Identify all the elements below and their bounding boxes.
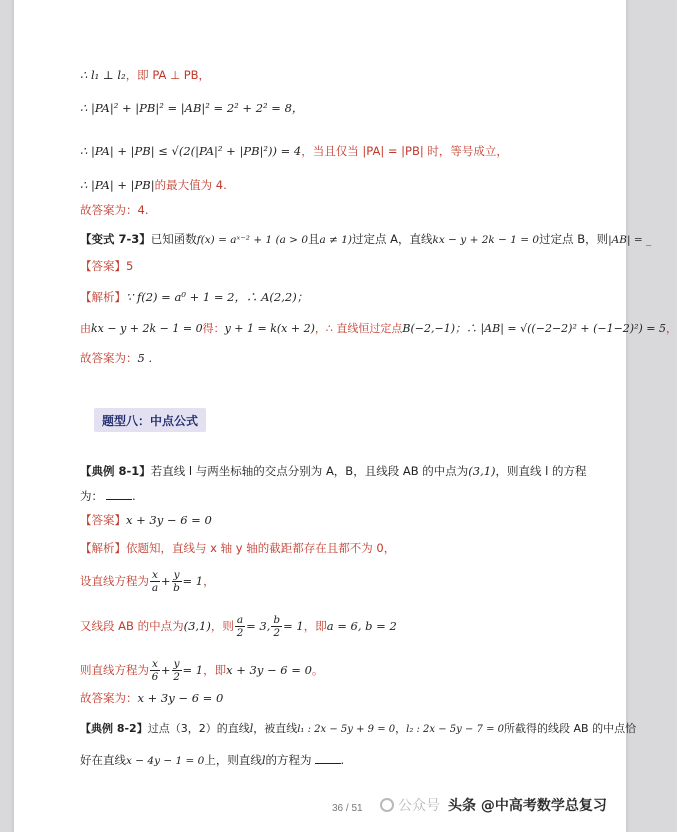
- mid-text-2: ，则: [210, 619, 234, 633]
- then-text: 则直线方程为: [80, 663, 149, 677]
- q-text-3: 过定点 A，直线: [352, 232, 433, 246]
- line-inequality: [80, 143, 508, 159]
- set-text: 设直线方程为: [80, 574, 149, 588]
- final-value: 5 .: [137, 351, 153, 365]
- q-math-condition: a ≠ 1): [319, 234, 353, 246]
- analysis-text: 依题知，直线与 x 轴 y 轴的截距都存在且都不为 0，: [126, 541, 396, 555]
- line-answer-4: 故答案为：4.: [80, 203, 149, 217]
- text-equality-condition: ，当且仅当 |PA| = |PB| 时，等号成立，: [301, 144, 508, 158]
- q-math-midpoint: (3,1): [468, 464, 496, 478]
- q-math-l-2: l: [261, 753, 266, 767]
- example-8-1-question-cont: [80, 488, 136, 504]
- line-equation-line: 则直线方程为 $\frac{x}{6}$ + $\frac{y}{2}$ = 1，即x + 3y − 6 = 0。: [80, 658, 324, 683]
- q-math-l2: l₂ : 2x − 5y − 7 = 0: [406, 724, 505, 735]
- fraction-b-2: $\frac{b}{2}$: [273, 614, 281, 639]
- q-text-1: 过点（3，2）的直线: [147, 722, 250, 735]
- sol-text-2: 得：: [202, 322, 225, 335]
- q-math-ab: |AB| = _: [608, 234, 652, 246]
- answer-tag: 【答案】: [80, 513, 126, 527]
- final-text: 故答案为：: [80, 691, 138, 705]
- sol-math-3: B(−2,−1): [402, 322, 455, 335]
- math-max-sum: ∴ |PA| + |PB|: [80, 178, 155, 192]
- final-value: x + 3y − 6 = 0: [137, 691, 224, 705]
- text-perpendicular: ，即 PA ⊥ PB，: [125, 68, 211, 82]
- math-perpendicular: ∴ l₁ ⊥ l₂: [80, 68, 126, 82]
- example-analysis-line: [80, 540, 395, 556]
- eq1-tail: = 1: [182, 574, 204, 588]
- line-sum-squares: [80, 100, 303, 116]
- document-page: [14, 0, 677, 832]
- fraction-x-a: $\frac{x}{a}$: [151, 569, 159, 594]
- answer-value: 5: [126, 259, 134, 273]
- answer-tag: 【答案】: [80, 259, 126, 273]
- fraction-x-6: $\frac{x}{6}$: [151, 658, 159, 683]
- q-text-4: 过定点 B，则: [539, 232, 609, 246]
- analysis-math-1: ∵ f(2) = a⁰ + 1 = 2: [126, 290, 235, 304]
- text-max-value: 的最大值为 4.: [154, 178, 227, 192]
- q-text-6: 上，则直线: [204, 753, 262, 767]
- math-inequality: ∴ |PA| + |PB| ≤ √(2(|PA|² + |PB|²)) = 4: [80, 144, 302, 158]
- example-tag: 【典例 8-2】: [80, 722, 148, 735]
- example-8-1-question: [80, 463, 587, 479]
- set-equation-line: 设直线方程为 $\frac{x}{a}$ + $\frac{y}{b}$ = 1，: [80, 569, 215, 594]
- example-answer-line: [80, 512, 212, 528]
- mid-text: 又线段 AB 的中点为: [80, 619, 184, 633]
- q-text-4: 所截得的线段 AB 的中点恰: [504, 722, 637, 735]
- answer-blank: [315, 753, 341, 764]
- q-text-3: ，: [395, 722, 407, 735]
- mid-math-3: a = 6, b = 2: [326, 619, 397, 633]
- variant-solution-line: [80, 321, 677, 337]
- variant-7-3-question: [80, 231, 651, 248]
- q-text-3: 为：: [80, 489, 103, 503]
- example-8-2-question-cont: [80, 752, 344, 769]
- mid-text-3: ，即: [303, 619, 327, 633]
- q-text-2: ，被直线: [253, 722, 298, 735]
- q-math-function: f(x) = aˣ⁻² + 1 (a > 0: [196, 234, 308, 246]
- q-text-7: 的方程为: [265, 753, 312, 767]
- section-title: 题型八：中点公式: [102, 414, 199, 428]
- mid-eq: = 3,: [246, 619, 271, 633]
- variant-analysis-line: [80, 289, 308, 305]
- q-text-2: ，则直线 l 的方程: [495, 464, 587, 478]
- section-heading: [94, 408, 206, 432]
- q-end: .: [340, 753, 345, 767]
- q-text-2: 且: [308, 232, 320, 246]
- wechat-icon: [380, 798, 394, 812]
- mid-math: (3,1): [183, 619, 211, 633]
- then-eq: = 1: [182, 663, 204, 677]
- fraction-y-2: $\frac{y}{2}$: [173, 658, 180, 683]
- variant-final-line: [80, 350, 152, 366]
- midpoint-line: [80, 612, 397, 640]
- final-text: 故答案为：: [80, 351, 138, 365]
- analysis-tag: 【解析】: [80, 541, 126, 555]
- then-text-2: ，即: [203, 663, 227, 677]
- page-number: 36 / 51: [332, 803, 363, 814]
- watermark-toutiao: 头条 @中高考数学总复习: [448, 798, 607, 814]
- q-math-l1: l₁ : 2x − 5y + 9 = 0: [297, 724, 396, 735]
- then-math: x + 3y − 6 = 0: [226, 663, 312, 677]
- analysis-tag: 【解析】: [80, 290, 126, 304]
- fraction-y-b: $\frac{y}{b}$: [173, 569, 180, 594]
- fraction-a-2: $\frac{a}{2}$: [236, 614, 244, 639]
- q-text-1: 若直线 l 与两坐标轴的交点分别为 A，B，且线段 AB 的中点为: [150, 464, 469, 478]
- answer-blank: [106, 489, 132, 500]
- q-end: .: [132, 489, 136, 503]
- then-end: 。: [311, 663, 324, 677]
- example-8-2-question: [80, 721, 636, 738]
- q-math-line: x − 4y − 1 = 0: [126, 755, 205, 767]
- line-max-value: [80, 177, 227, 193]
- watermark-gzh: 公众号: [398, 798, 440, 814]
- q-math-line: kx − y + 2k − 1 = 0: [432, 234, 540, 246]
- sol-text-1: 由: [80, 322, 91, 335]
- eq1-end: ，: [203, 574, 215, 588]
- sol-math-1: kx − y + 2k − 1 = 0: [91, 322, 203, 335]
- q-math-l: l: [249, 722, 254, 735]
- analysis-math-2: ，∴ A(2,2)；: [234, 290, 309, 304]
- line-perpendicular: [80, 67, 210, 83]
- example-tag: 【典例 8-1】: [80, 464, 151, 478]
- math-sum-squares: ∴ |PA|² + |PB|² = |AB|² = 2² + 2² = 8，: [80, 101, 304, 115]
- q-text-1: 已知函数: [150, 232, 197, 246]
- variant-tag: 【变式 7-3】: [80, 232, 151, 246]
- sol-text-4: ，: [666, 322, 677, 335]
- variant-answer-line: [80, 258, 133, 274]
- q-text-5: 好在直线: [80, 753, 126, 767]
- example-final-line: [80, 690, 223, 706]
- sol-text-3: ，∴ 直线恒过定点: [314, 322, 403, 335]
- mid-eq-2: = 1: [283, 619, 304, 633]
- sol-math-4: ；∴ |AB| = √((−2−2)² + (−1−2)²) = 5: [454, 322, 666, 335]
- answer-value: x + 3y − 6 = 0: [126, 513, 212, 527]
- sol-math-2: y + 1 = k(x + 2): [224, 322, 315, 335]
